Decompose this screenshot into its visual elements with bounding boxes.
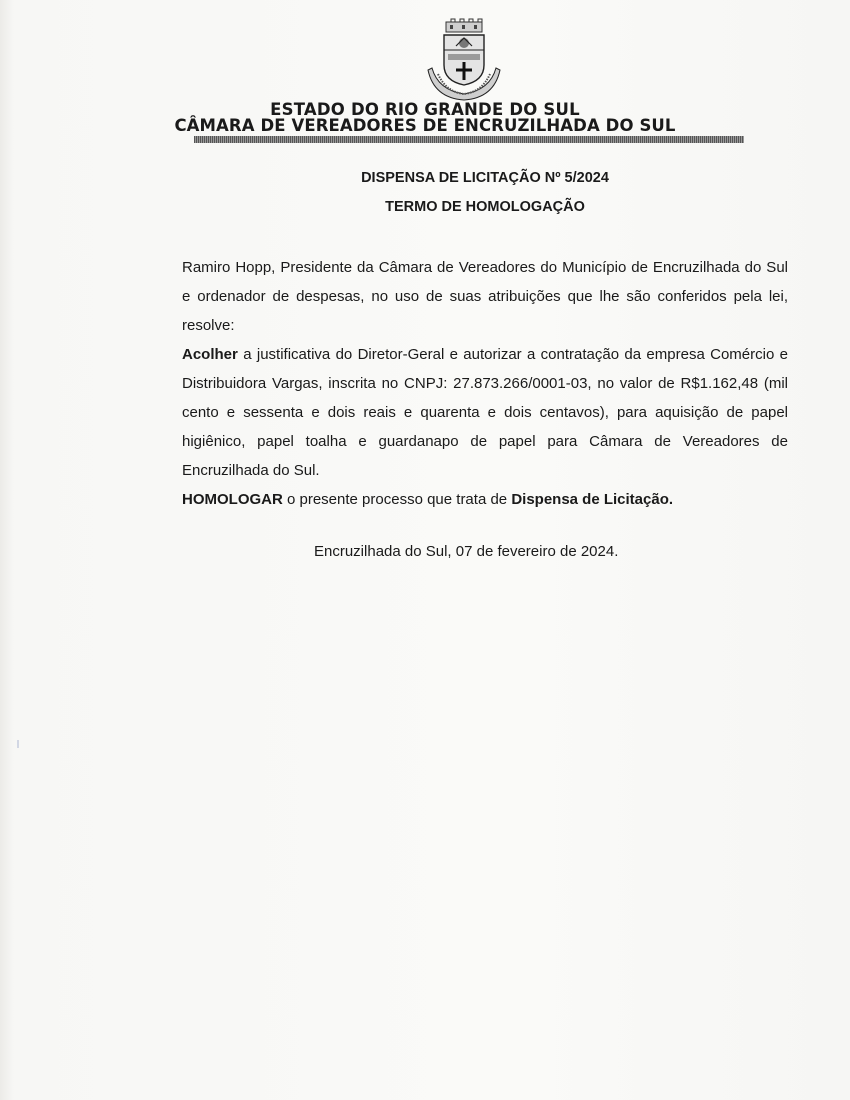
dispensa-keyword: Dispensa de Licitação. bbox=[511, 491, 674, 508]
acolher-text: a justificativa do Diretor-Geral e autorizar a contratação da empresa Comércio e Distribuidora Vargas, inscrita no CNPJ: 27.873.266/0001-03, no valor de R$1.162,48 (mil cento e sessenta e dois reais e quarenta e dois centavos), para aquisição de papel higiênico, papel toalha e guardanapo de papel para Câmara de Vereadores de Encruzilhada do Sul. bbox=[182, 346, 788, 479]
header-divider bbox=[194, 136, 744, 143]
document-subtitle: TERMO DE HOMOLOGAÇÃO bbox=[385, 199, 585, 215]
document-title: DISPENSA DE LICITAÇÃO Nº 5/2024 bbox=[361, 170, 609, 186]
homologar-keyword: HOMOLOGAR bbox=[182, 491, 283, 508]
coat-of-arms-icon bbox=[426, 18, 502, 102]
acolher-keyword: Acolher bbox=[182, 346, 238, 363]
state-heading: ESTADO DO RIO GRANDE DO SUL bbox=[270, 100, 580, 119]
homologar-paragraph bbox=[182, 485, 788, 514]
intro-paragraph: Ramiro Hopp, Presidente da Câmara de Vereadores do Município de Encruzilhada do Sul e ordenador de despesas, no uso de suas atribuições que lhe são conferidos pela lei, resolve: bbox=[182, 259, 788, 334]
chamber-heading: CÂMARA DE VEREADORES DE ENCRUZILHADA DO SUL bbox=[174, 116, 676, 135]
scan-speck bbox=[17, 740, 19, 748]
date-line: Encruzilhada do Sul, 07 de fevereiro de 2024. bbox=[314, 543, 619, 560]
document-body bbox=[182, 253, 788, 514]
acolher-paragraph bbox=[182, 340, 788, 485]
homologar-text: o presente processo que trata de bbox=[282, 491, 512, 508]
